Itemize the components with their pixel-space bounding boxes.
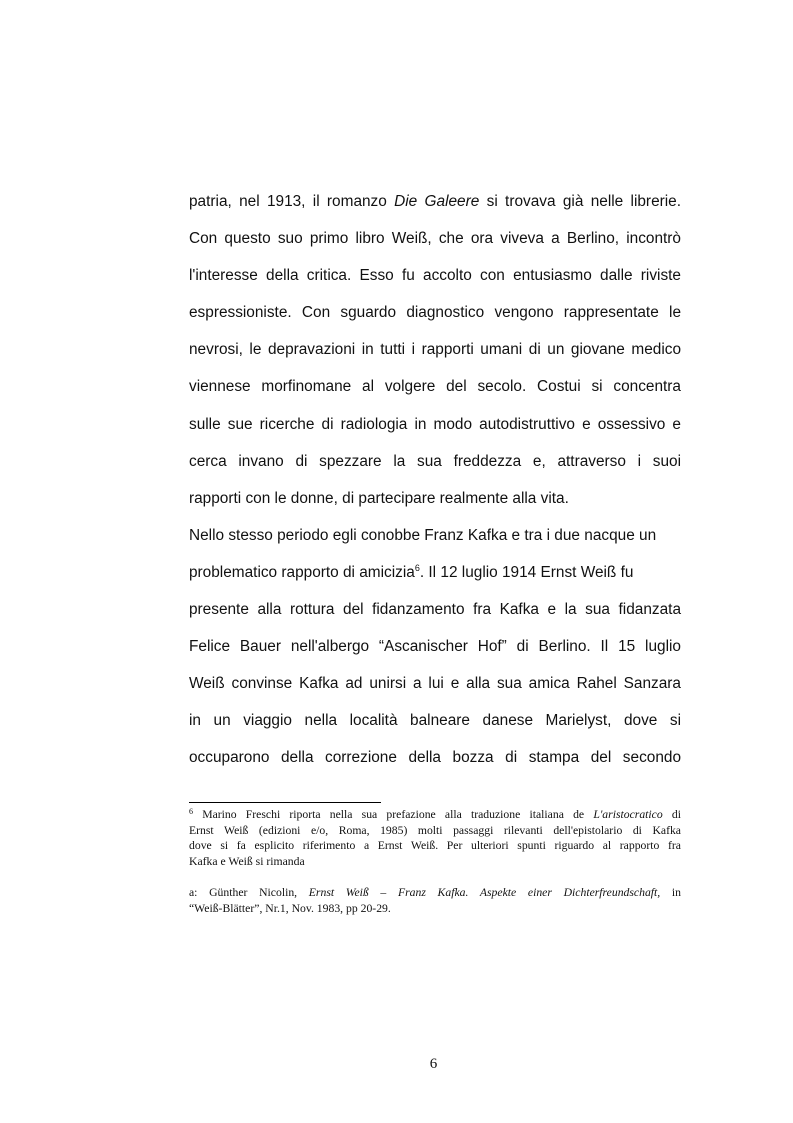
text-line: occuparono della correzione della bozza di stampa del secondo	[189, 749, 681, 767]
footnote-line: $^6$ Marino Freschi riporta nella sua prefazione alla traduzione italiana de L'aristocratico di	[189, 807, 681, 821]
text-line: sulle sue ricerche di radiologia in modo autodistruttivo e ossessivo e	[189, 415, 681, 433]
text-line: rapporti con le donne, di partecipare realmente alla vita.	[189, 489, 569, 507]
text-line: Con questo suo primo libro Weiß, che ora viveva a Berlino, incontrò	[189, 230, 681, 248]
footnote-line: dove si fa esplicito riferimento a Ernst Weiß. Per ulteriori spunti riguardo al rapporto fra	[189, 839, 681, 853]
body-text	[189, 183, 681, 777]
text-line: presente alla rottura del fidanzamento fra Kafka e la sua fidanzata	[189, 601, 681, 619]
text-line: l'interesse della critica. Esso fu accolto con entusiasmo dalle riviste	[189, 267, 681, 285]
text-line: Felice Bauer nell'albergo “Ascanischer Hof” di Berlino. Il 15 luglio	[189, 638, 681, 656]
text-line: Weiß convinse Kafka ad unirsi a lui e alla sua amica Rahel Sanzara	[189, 675, 681, 693]
footnote-line: a: Günther Nicolin, Ernst Weiß – Franz Kafka. Aspekte einer Dichterfreundschaft, in	[189, 886, 682, 899]
footnote-separator	[189, 802, 381, 803]
footnote-marker: 6	[189, 807, 193, 816]
footnote-reference[interactable]: 6	[414, 562, 420, 573]
book-title: Die Galeere	[394, 193, 480, 210]
text-line: espressioniste. Con sguardo diagnostico vengono rappresentate le	[189, 304, 681, 322]
footnote-line: Kafka e Weiß si rimanda	[189, 854, 305, 868]
footnote-line: “Weiß-Blätter”, Nr.1, Nov. 1983, pp 20-29.	[189, 901, 391, 915]
text-line: cerca invano di spezzare la sua freddezza e, attraverso i suoi	[189, 452, 681, 470]
page-number: 6	[429, 1056, 438, 1072]
footnote	[189, 807, 681, 869]
footnote-line: Ernst Weiß (edizioni e/o, Roma, 1985) molti passaggi rilevanti dell'epistolario di Kafka	[189, 823, 681, 837]
text-line: patria, nel 1913, il romanzo Die Galeere si trovava già nelle librerie.	[189, 193, 682, 210]
text-line: viennese morfinomane al volgere del secolo. Costui si concentra	[189, 378, 681, 396]
text-line: Nello stesso periodo egli conobbe Franz Kafka e tra i due nacque un	[189, 526, 657, 544]
text-line: in un viaggio nella località balneare danese Marielyst, dove si	[189, 712, 681, 730]
footnote-reference-citation	[189, 885, 681, 916]
text-line: nevrosi, le depravazioni in tutti i rapporti umani di un giovane medico	[189, 341, 681, 359]
text-line: problematico rapporto di amicizia$^6$. Il 12 luglio 1914 Ernst Weiß fu	[189, 562, 634, 581]
